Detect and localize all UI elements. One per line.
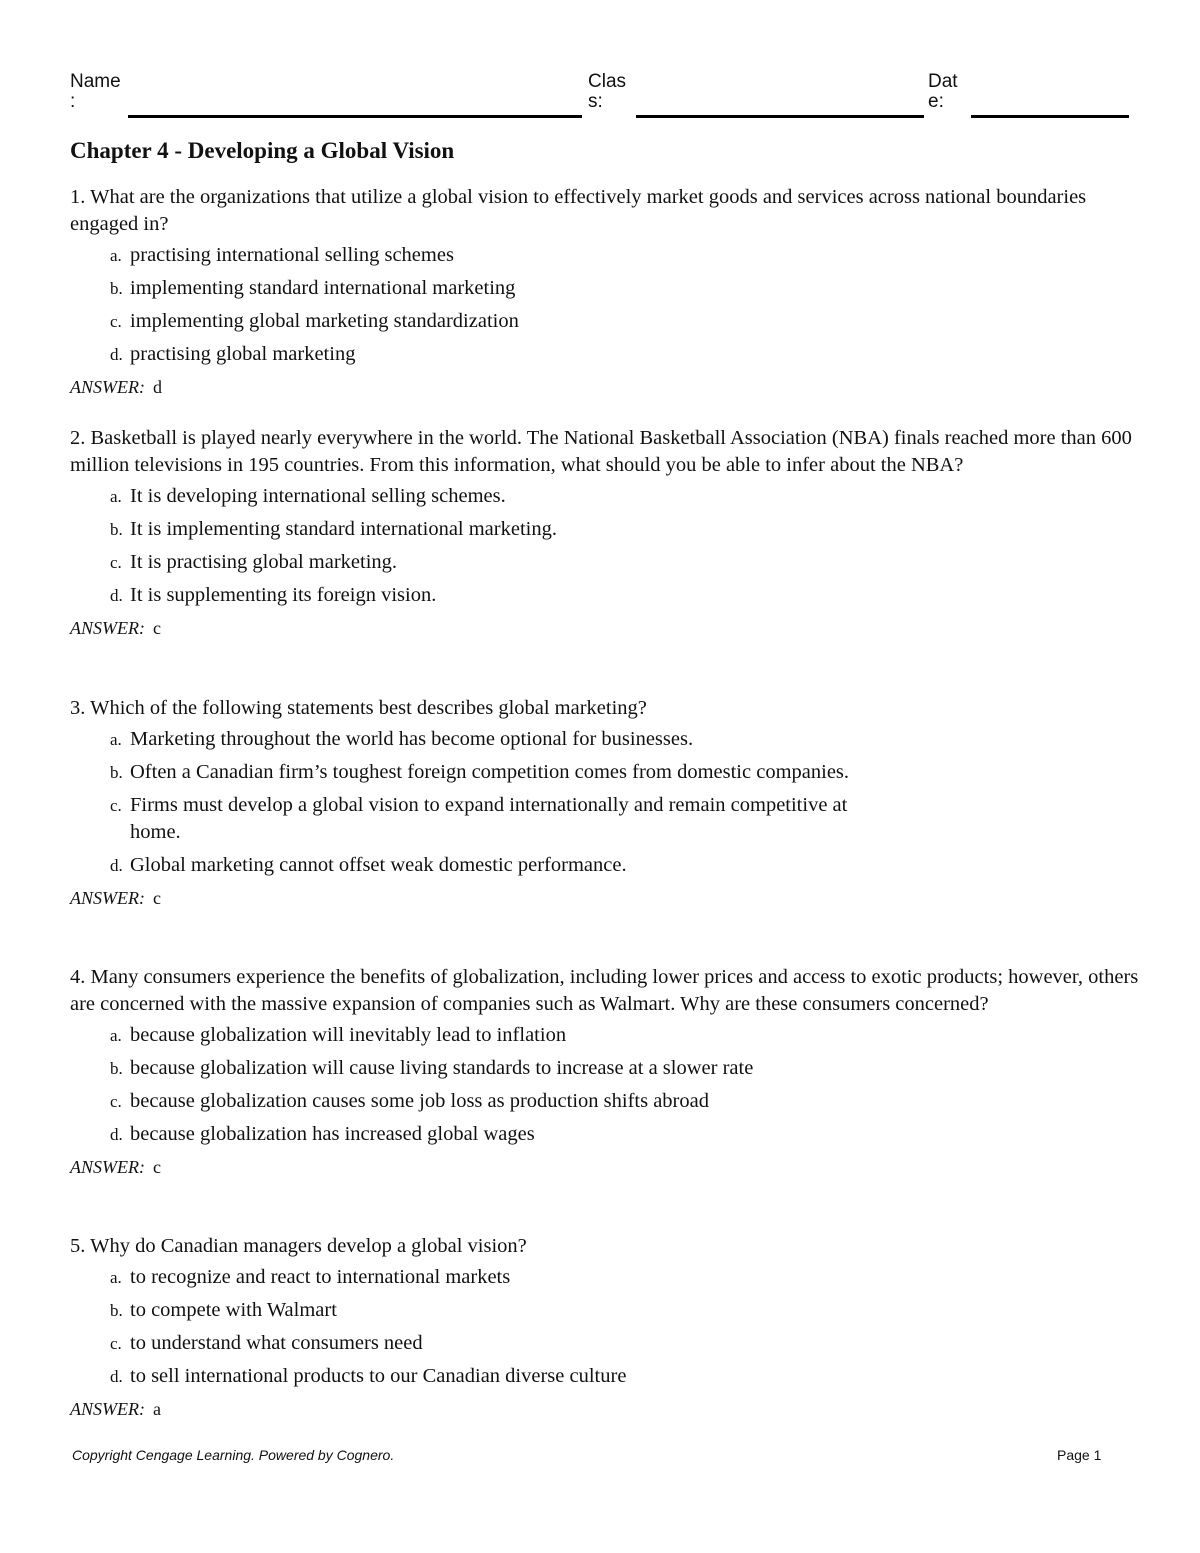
- option-letter: a.: [110, 246, 122, 265]
- option-a: [70, 1264, 1140, 1291]
- name-label-text: Name: [70, 71, 121, 92]
- option-d: [70, 341, 1140, 368]
- option-text: because globalization has increased global wages: [130, 1123, 535, 1145]
- question-stem: 1. What are the organizations that utilize a global vision to effectively market goods and services across national boundaries engaged in?: [70, 186, 1087, 235]
- option-letter: b.: [110, 763, 123, 782]
- option-b: [70, 1297, 1140, 1324]
- option-a: [70, 242, 1140, 269]
- answer-line: [70, 615, 1140, 642]
- option-letter: a.: [110, 1268, 122, 1287]
- option-text: to understand what consumers need: [130, 1332, 423, 1354]
- option-c: [70, 792, 850, 846]
- date-label-text: Dat: [928, 71, 958, 92]
- answer-line: [70, 885, 1140, 912]
- question-5: [70, 1233, 1140, 1423]
- option-letter: b.: [110, 1301, 123, 1320]
- option-letter: d.: [110, 1367, 123, 1386]
- option-b: [70, 516, 1140, 543]
- answer-value: c: [152, 888, 161, 908]
- option-text: to sell international products to our Canadian diverse culture: [130, 1365, 627, 1387]
- option-d: [70, 1363, 1140, 1390]
- option-letter: d.: [110, 345, 123, 364]
- option-list: [70, 726, 1140, 879]
- option-text: Often a Canadian firm’s toughest foreign competition comes from domestic companies.: [130, 761, 850, 783]
- question-stem: 4. Many consumers experience the benefits of globalization, including lower prices and access to exotic products; however, others are concerned with the massive expansion of companies such as Walmart. Why are these consumers concerned?: [70, 966, 1139, 1015]
- option-letter: c.: [110, 796, 122, 815]
- option-text: Firms must develop a global vision to expand internationally and remain competitive at home.: [130, 794, 848, 843]
- option-a: [70, 483, 1140, 510]
- date-field-line[interactable]: [971, 115, 1129, 118]
- option-letter: a.: [110, 1026, 122, 1045]
- option-letter: c.: [110, 1334, 122, 1353]
- answer-label: ANSWER:: [70, 618, 145, 638]
- option-a: [70, 1022, 1140, 1049]
- name-label: [70, 72, 121, 112]
- option-letter: b.: [110, 1059, 123, 1078]
- option-letter: c.: [110, 1092, 122, 1111]
- answer-line: [70, 374, 1140, 401]
- answer-line: [70, 1396, 1140, 1423]
- option-c: [70, 1330, 1140, 1357]
- option-letter: c.: [110, 553, 122, 572]
- question-3: [70, 695, 1140, 912]
- answer-value: c: [152, 1157, 161, 1177]
- option-list: [70, 1022, 1140, 1148]
- name-field-line[interactable]: [128, 115, 582, 118]
- option-text: because globalization causes some job loss as production shifts abroad: [130, 1090, 709, 1112]
- option-d: [70, 1121, 1140, 1148]
- option-b: [70, 275, 1140, 302]
- option-letter: c.: [110, 312, 122, 331]
- option-text: It is practising global marketing.: [130, 551, 398, 573]
- option-text: because globalization will inevitably lead to inflation: [130, 1024, 567, 1046]
- class-label-text: Clas: [588, 71, 627, 92]
- copyright-footer: Copyright Cengage Learning. Powered by Cognero.: [72, 1447, 395, 1463]
- option-c: [70, 308, 1140, 335]
- class-label-colon: s:: [588, 91, 603, 112]
- option-list: [70, 1264, 1140, 1390]
- question-stem: 2. Basketball is played nearly everywhere in the world. The National Basketball Association (NBA) finals reached more than 600 million televisions in 195 countries. From this information, what should you be able to infer about the NBA?: [70, 427, 1132, 476]
- answer-label: ANSWER:: [70, 1399, 145, 1419]
- option-letter: b.: [110, 520, 123, 539]
- option-text: Marketing throughout the world has become optional for businesses.: [130, 728, 694, 750]
- option-b: [70, 759, 850, 786]
- option-letter: d.: [110, 586, 123, 605]
- date-label: [928, 72, 958, 112]
- answer-label: ANSWER:: [70, 377, 145, 397]
- question-4: [70, 964, 1140, 1181]
- page-number: Page 1: [1057, 1447, 1102, 1463]
- option-list: [70, 242, 1140, 368]
- option-d: [70, 852, 850, 879]
- option-d: [70, 582, 1140, 609]
- option-c: [70, 549, 1140, 576]
- option-text: practising international selling schemes: [130, 244, 454, 266]
- option-text: because globalization will cause living standards to increase at a slower rate: [130, 1057, 754, 1079]
- option-letter: b.: [110, 279, 123, 298]
- option-letter: d.: [110, 1125, 123, 1144]
- option-text: It is developing international selling schemes.: [130, 485, 506, 507]
- chapter-title: Chapter 4 - Developing a Global Vision: [70, 138, 455, 163]
- class-field-line[interactable]: [636, 115, 924, 118]
- option-c: [70, 1088, 1140, 1115]
- option-text: to compete with Walmart: [130, 1299, 337, 1321]
- option-text: implementing global marketing standardization: [130, 310, 519, 332]
- question-2: [70, 425, 1140, 642]
- class-label: [588, 72, 626, 112]
- option-text: It is implementing standard international marketing.: [130, 518, 557, 540]
- answer-value: a: [152, 1399, 161, 1419]
- option-text: to recognize and react to international markets: [130, 1266, 511, 1288]
- option-letter: a.: [110, 487, 122, 506]
- answer-line: [70, 1154, 1140, 1181]
- name-label-colon: :: [70, 91, 76, 112]
- option-text: practising global marketing: [130, 343, 356, 365]
- question-stem: 5. Why do Canadian managers develop a global vision?: [70, 1235, 527, 1257]
- option-a: [70, 726, 850, 753]
- question-stem: 3. Which of the following statements best describes global marketing?: [70, 697, 647, 719]
- option-letter: d.: [110, 856, 123, 875]
- option-text: Global marketing cannot offset weak domestic performance.: [130, 854, 627, 876]
- answer-label: ANSWER:: [70, 888, 145, 908]
- option-text: It is supplementing its foreign vision.: [130, 584, 437, 606]
- date-label-colon: e:: [928, 91, 944, 112]
- answer-value: c: [152, 618, 161, 638]
- option-b: [70, 1055, 1140, 1082]
- answer-label: ANSWER:: [70, 1157, 145, 1177]
- question-1: [70, 184, 1140, 401]
- option-list: [70, 483, 1140, 609]
- option-letter: a.: [110, 730, 122, 749]
- answer-value: d: [152, 377, 162, 397]
- option-text: implementing standard international marketing: [130, 277, 516, 299]
